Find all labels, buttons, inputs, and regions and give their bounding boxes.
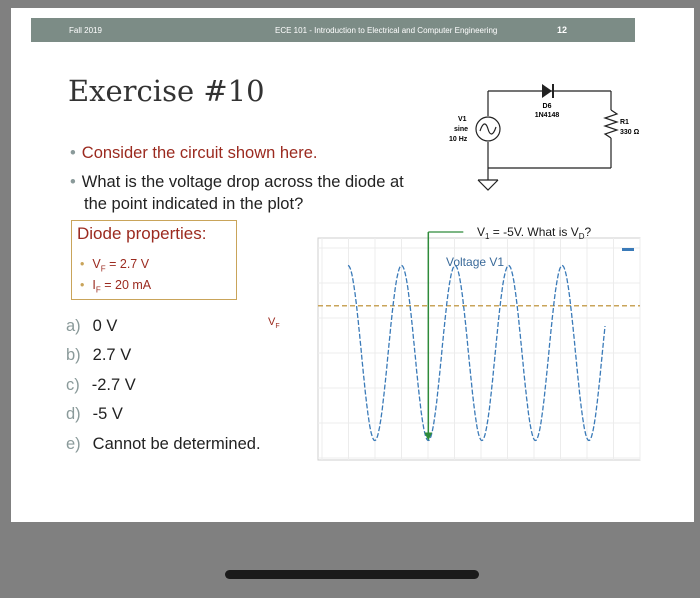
option-d[interactable]: d) -5 V	[66, 405, 123, 423]
diode-name: D6	[542, 103, 552, 110]
diode-icon	[542, 84, 552, 98]
sine-glyph-icon	[480, 124, 496, 134]
option-a[interactable]: a) 0 V	[66, 317, 118, 335]
slide-title: Exercise #10	[68, 74, 265, 108]
legend-swatch	[622, 248, 634, 251]
diode-vf: • $V_F = 2.7$ V	[80, 257, 150, 274]
bullet-question: • What is the voltage drop across the diode at the point indicated in the plot?	[70, 173, 404, 213]
resistor-icon	[605, 110, 617, 138]
bullet-dot-icon: •	[70, 173, 76, 191]
ground-triangle	[478, 180, 498, 190]
header-course: ECE 101 - Introduction to Electrical and Computer Engineering	[275, 26, 498, 35]
bullet-consider: • Consider the circuit shown here.	[70, 144, 318, 162]
diode-if: • $I_F = 20$ mA	[80, 278, 152, 295]
option-e[interactable]: e) Cannot be determined.	[66, 435, 261, 453]
plot-area	[318, 238, 640, 460]
resistor-value: 330 Ω	[620, 129, 640, 136]
bullet-dot-icon: •	[80, 278, 85, 292]
header-page-number: 12	[557, 25, 568, 35]
series-label: Voltage V1	[446, 255, 505, 269]
vf-label: $V_F$	[268, 316, 280, 330]
option-b[interactable]: b) 2.7 V	[66, 346, 132, 364]
source-frequency: 10 Hz	[449, 136, 468, 143]
waveform-plot	[268, 225, 640, 460]
callout-question: $V_1 = -5V$. What is $V_D$?	[477, 225, 592, 241]
header-semester: Fall 2019	[69, 26, 102, 35]
source-name: V1	[458, 116, 467, 123]
source-type: sine	[454, 126, 469, 133]
diode-part: 1N4148	[534, 112, 560, 119]
resistor-name: R1	[620, 119, 629, 126]
bullet-dot-icon: •	[70, 144, 76, 162]
option-c[interactable]: c) -2.7 V	[66, 376, 136, 394]
bullet-dot-icon: •	[80, 257, 85, 271]
home-indicator-bar	[225, 570, 479, 579]
diode-properties-title: Diode properties:	[77, 224, 207, 243]
